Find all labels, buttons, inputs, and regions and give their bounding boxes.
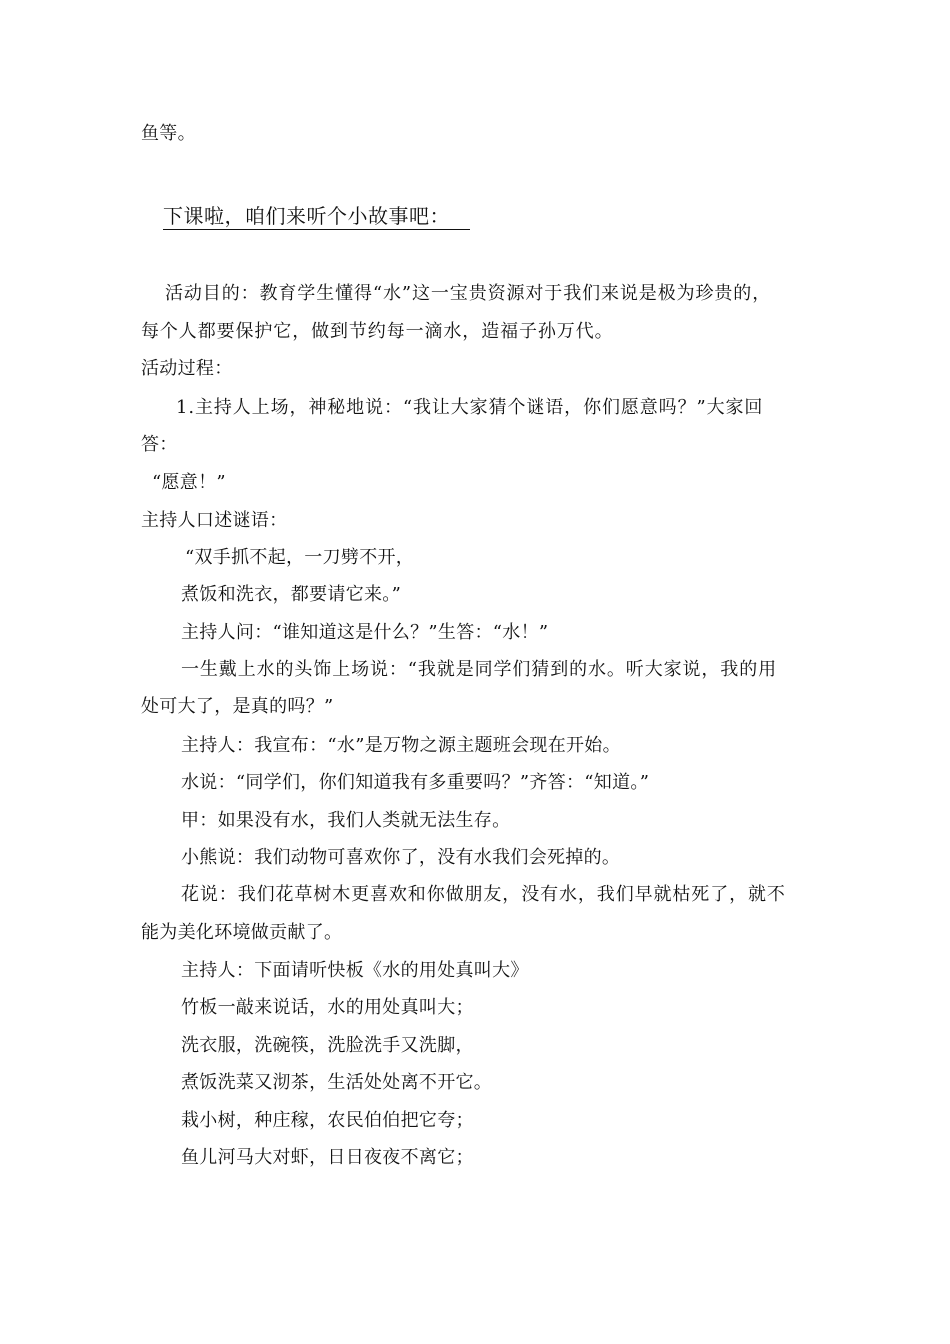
text-line-water-entrance: 一生戴上水的头饰上场说：“我就是同学们猜到的水。听大家说，我的用 — [181, 659, 777, 680]
text-line-continuation: 鱼等。 — [141, 123, 196, 144]
text-line-process-label: 活动过程： — [141, 358, 233, 379]
text-line-riddle-1: “双手抓不起，一刀劈不开， — [185, 547, 415, 568]
text-line-verse-5: 鱼儿河马大对虾，日日夜夜不离它； — [181, 1147, 474, 1168]
text-line-riddle-2: 煮饭和洗衣，都要请它来。” — [181, 584, 402, 605]
text-line-jia: 甲：如果没有水，我们人类就无法生存。 — [181, 810, 511, 831]
text-line-bear: 小熊说：我们动物可喜欢你了，没有水我们会死掉的。 — [181, 847, 621, 868]
section-heading: 下课啦，咱们来听个小故事吧： — [163, 203, 470, 230]
text-line-water-says: 水说：“同学们，你们知道我有多重要吗？”齐答：“知道。” — [181, 772, 650, 793]
text-line-step-1: 1.主持人上场，神秘地说：“我让大家猜个谜语，你们愿意吗？”大家回 — [176, 397, 764, 418]
text-line-verse-4: 栽小树，种庄稼，农民伯伯把它夸； — [181, 1110, 474, 1131]
text-line-host-announce: 主持人：我宣布：“水”是万物之源主题班会现在开始。 — [181, 735, 621, 756]
text-line-host-question: 主持人问：“谁知道这是什么？”生答：“水！” — [181, 622, 549, 643]
text-line-verse-2: 洗衣服，洗碗筷，洗脸洗手又洗脚， — [181, 1035, 474, 1056]
text-line-host-kuaiban: 主持人：下面请听快板《水的用处真叫大》 — [181, 960, 529, 981]
text-line-purpose: 活动目的：教育学生懂得“水”这一宝贵资源对于我们来说是极为珍贵的， — [165, 283, 772, 304]
text-line-flower-cont: 能为美化环境做贡献了。 — [141, 922, 343, 943]
text-line-answer: “愿意！” — [152, 472, 226, 493]
text-line-flower: 花说：我们花草树木更喜欢和你做朋友，没有水，我们早就枯死了，就不 — [181, 884, 786, 905]
text-line-riddle-intro: 主持人口述谜语： — [141, 510, 288, 531]
text-line-verse-1: 竹板一敲来说话，水的用处真叫大； — [181, 997, 474, 1018]
text-line-water-entrance-cont: 处可大了，是真的吗？” — [141, 696, 334, 717]
text-line-purpose-cont: 每个人都要保护它，做到节约每一滴水，造福子孙万代。 — [141, 321, 614, 342]
text-line-verse-3: 煮饭洗菜又沏茶，生活处处离不开它。 — [181, 1072, 493, 1093]
text-line-step-1-cont: 答： — [141, 434, 178, 455]
